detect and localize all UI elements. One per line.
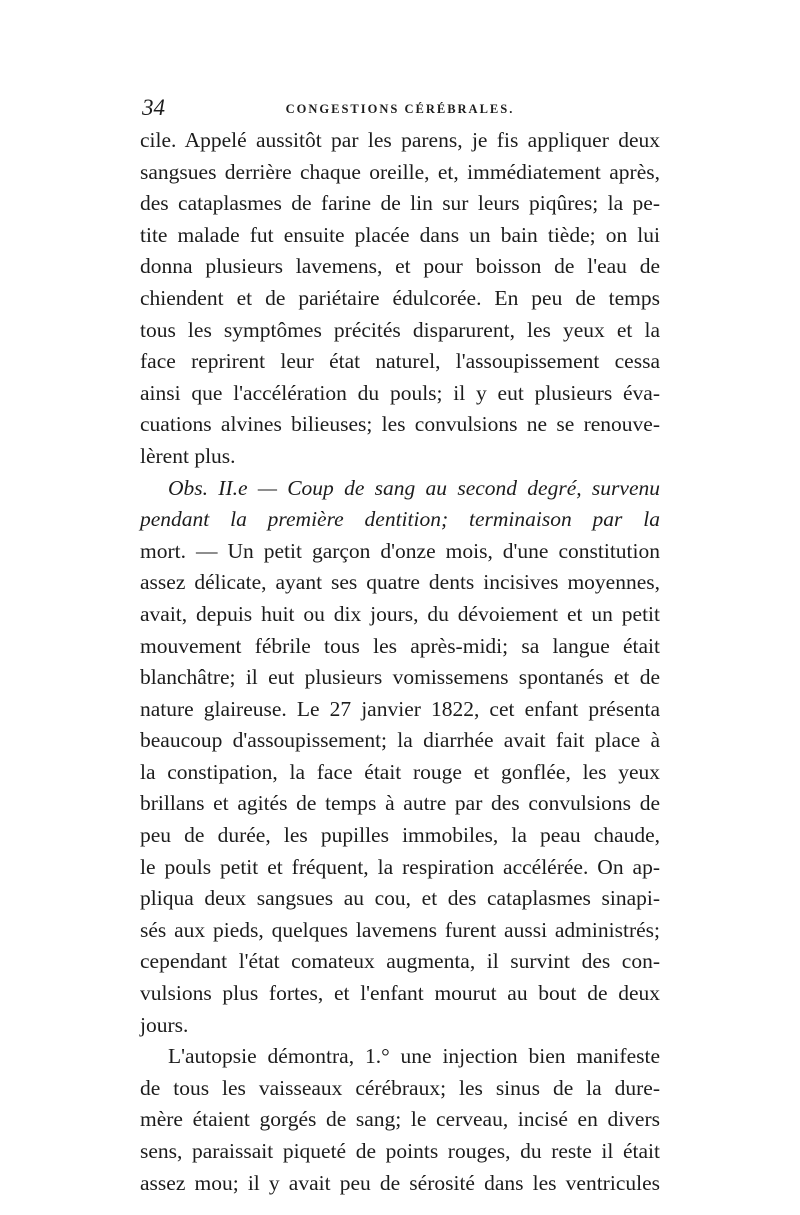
- page-number: 34: [142, 95, 165, 120]
- text-line: cile. Appelé aussitôt par les parens, je fis appliquer deux: [140, 128, 660, 152]
- text-line: brillans et agités de temps à autre par des convulsions de: [140, 791, 660, 816]
- running-title: CONGESTIONS CÉRÉBRALES.: [285, 102, 515, 116]
- text-line: ainsi que l'accélération du pouls; il y eut plusieurs éva-: [140, 380, 660, 405]
- text-line: sens, paraissait piqueté de points rouges, du reste il était: [140, 1139, 660, 1163]
- text-line: sangsues derrière chaque oreille, et, immédiatement après,: [140, 159, 660, 184]
- text-line: peu de durée, les pupilles immobiles, la peau chaude,: [140, 823, 660, 848]
- text-line: face reprirent leur état naturel, l'assoupissement cessa: [140, 349, 660, 374]
- text-line: la constipation, la face était rouge et gonflée, les yeux: [140, 759, 660, 784]
- text-line: pliqua deux sangsues au cou, et des cataplasmes sinapi-: [140, 886, 660, 911]
- text-line: blanchâtre; il eut plusieurs vomissemens spontanés et de: [140, 665, 660, 690]
- text-line: mère étaient gorgés de sang; le cerveau, incisé en divers: [140, 1107, 660, 1132]
- text-line: assez mou; il y avait peu de sérosité dans les ventricules: [140, 1170, 660, 1195]
- text-line: cependant l'état comateux augmenta, il survint des con-: [140, 949, 660, 974]
- text-line: vulsions plus fortes, et l'enfant mourut au bout de deux: [140, 981, 660, 1006]
- text-line: tite malade fut ensuite placée dans un bain tiède; on lui: [140, 222, 660, 247]
- text-line: de tous les vaisseaux cérébraux; les sinus de la dure-: [140, 1075, 660, 1100]
- text-line: cuations alvines bilieuses; les convulsions ne se renouve-: [140, 412, 660, 437]
- text-line: beaucoup d'assoupissement; la diarrhée avait fait place à: [140, 728, 660, 753]
- observation-heading: Obs. II.e — Coup de sang au second degré, survenu: [168, 475, 660, 500]
- text-line: L'autopsie démontra, 1.° une injection bien manifeste: [168, 1044, 660, 1069]
- page-header: [140, 95, 660, 123]
- book-page: [140, 95, 660, 1199]
- text-line: nature glaireuse. Le 27 janvier 1822, cet enfant présenta: [140, 696, 660, 721]
- text-line: mort. — Un petit garçon d'onze mois, d'une constitution: [140, 538, 660, 563]
- text-line: avait, depuis huit ou dix jours, du dévoiement et un petit: [140, 601, 660, 626]
- text-line: des cataplasmes de farine de lin sur leurs piqûres; la pe-: [140, 191, 660, 216]
- text-line: sés aux pieds, quelques lavemens furent aussi administrés;: [140, 917, 660, 942]
- body-text: [140, 125, 660, 1199]
- text-line: chiendent et de pariétaire édulcorée. En peu de temps: [140, 285, 660, 310]
- text-line: lèrent plus.: [140, 443, 236, 468]
- text-line: tous les symptômes précités disparurent, les yeux et la: [140, 317, 660, 342]
- text-line: jours.: [140, 1012, 189, 1037]
- text-line: mouvement fébrile tous les après-midi; sa langue était: [140, 633, 660, 658]
- text-line: le pouls petit et fréquent, la respiration accélérée. On ap-: [140, 854, 660, 879]
- text-line: donna plusieurs lavemens, et pour boisson de l'eau de: [140, 254, 660, 279]
- observation-heading: pendant la première dentition; terminaison par la: [140, 507, 660, 532]
- text-line: assez délicate, ayant ses quatre dents incisives moyennes,: [140, 570, 660, 595]
